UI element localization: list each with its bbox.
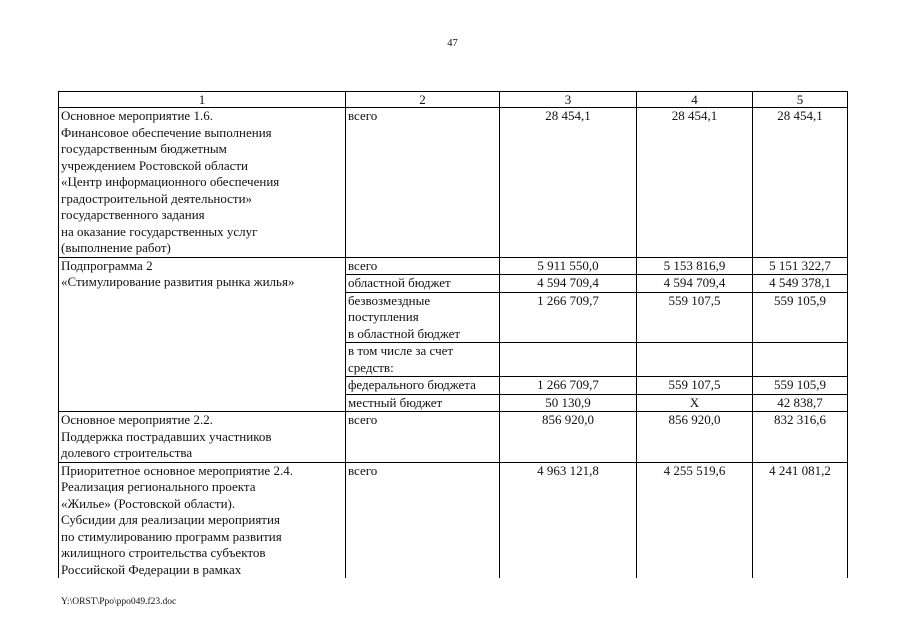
activity-name-line: государственным бюджетным — [61, 141, 227, 156]
activity-name-cell — [59, 257, 346, 412]
funding-source-line: всего — [348, 462, 378, 478]
amount-cell: 28 454,1 — [500, 108, 637, 258]
amount-cell: 4 594 709,4 — [637, 275, 753, 293]
amount-cell: 4 963 121,8 — [500, 462, 637, 578]
amount-cell: 559 107,5 — [637, 377, 753, 395]
activity-name-line: учреждением Ростовской области — [61, 157, 248, 173]
amount-cell: 4 549 378,1 — [753, 275, 848, 293]
header-cell-4: 4 — [637, 92, 753, 108]
activity-name-cell — [59, 108, 346, 258]
table-row — [59, 462, 848, 578]
amount-cell: 42 838,7 — [753, 394, 848, 412]
funding-source-cell — [346, 462, 500, 578]
amount-cell: 28 454,1 — [753, 108, 848, 258]
activity-name-line: жилищного строительства субъектов — [61, 545, 266, 560]
funding-source-cell — [346, 343, 500, 377]
activity-name-line: Основное мероприятие 2.2. — [61, 412, 213, 427]
page-number: 47 — [447, 38, 458, 49]
activity-name-line: Основное мероприятие 1.6. — [61, 108, 213, 123]
amount-cell: 5 911 550,0 — [500, 257, 637, 275]
activity-name-line: Российской Федерации в рамках — [61, 561, 242, 577]
funding-source-line: федерального бюджета — [348, 377, 476, 392]
activity-name-line: «Жилье» (Ростовской области). — [61, 495, 236, 511]
activity-name-line: Подпрограмма 2 — [61, 257, 153, 273]
header-cell-2: 2 — [346, 92, 500, 108]
amount-cell: Х — [637, 394, 753, 412]
funding-source-line: в том числе за счет — [348, 343, 454, 358]
amount-cell: 4 255 519,6 — [637, 462, 753, 578]
amount-cell: 50 130,9 — [500, 394, 637, 412]
file-path: Y:\ORST\Ppo\ppo049.f23.doc — [61, 597, 177, 607]
activity-name-line: государственного задания — [61, 207, 205, 222]
amount-cell: 1 266 709,7 — [500, 377, 637, 395]
amount-cell: 856 920,0 — [637, 412, 753, 463]
funding-source-line: всего — [348, 257, 378, 273]
funding-source-cell — [346, 412, 500, 463]
activity-name-cell — [59, 462, 346, 578]
header-cell-3: 3 — [500, 92, 637, 108]
funding-source-line: средств: — [348, 359, 394, 375]
funding-source-cell — [346, 394, 500, 412]
amount-cell: 5 151 322,7 — [753, 257, 848, 275]
amount-cell: 559 105,9 — [753, 377, 848, 395]
table-body — [59, 92, 848, 579]
funding-source-cell — [346, 108, 500, 258]
activity-name-line: Субсидии для реализации мероприятия — [61, 512, 280, 527]
funding-source-line: местный бюджет — [348, 394, 443, 410]
funding-source-line: всего — [348, 108, 378, 123]
table-row — [59, 108, 848, 258]
activity-name-line: «Стимулирование развития рынка жилья» — [61, 274, 295, 289]
header-row — [59, 92, 848, 108]
table-row — [59, 412, 848, 463]
activity-name-line: градостроительной деятельности» — [61, 190, 253, 206]
funding-source-line: в областной бюджет — [348, 325, 461, 341]
activity-name-line: Приоритетное основное мероприятие 2.4. — [61, 462, 293, 478]
amount-cell — [753, 343, 848, 377]
activity-name-line: по стимулированию программ развития — [61, 528, 282, 544]
amount-cell: 559 107,5 — [637, 292, 753, 343]
funding-source-cell — [346, 377, 500, 395]
funding-source-cell — [346, 257, 500, 275]
amount-cell: 5 153 816,9 — [637, 257, 753, 275]
funding-source-line: безвозмездные — [348, 292, 431, 308]
funding-source-line: поступления — [348, 309, 419, 324]
activity-name-line: Финансовое обеспечение выполнения — [61, 124, 272, 140]
activity-name-line: на оказание государственных услуг — [61, 223, 258, 239]
activity-name-line: Реализация регионального проекта — [61, 479, 256, 494]
amount-cell: 832 316,6 — [753, 412, 848, 463]
funding-source-line: всего — [348, 412, 378, 427]
amount-cell — [637, 343, 753, 377]
budget-table — [58, 91, 848, 578]
amount-cell: 1 266 709,7 — [500, 292, 637, 343]
amount-cell: 4 241 081,2 — [753, 462, 848, 578]
header-cell-1: 1 — [59, 92, 346, 108]
funding-source-line: областной бюджет — [348, 275, 451, 290]
funding-source-cell — [346, 275, 500, 293]
amount-cell: 856 920,0 — [500, 412, 637, 463]
activity-name-line: Поддержка пострадавших участников — [61, 428, 272, 444]
header-cell-5: 5 — [753, 92, 848, 108]
amount-cell: 559 105,9 — [753, 292, 848, 343]
amount-cell: 4 594 709,4 — [500, 275, 637, 293]
amount-cell — [500, 343, 637, 377]
activity-name-line: «Центр информационного обеспечения — [61, 174, 280, 189]
activity-name-cell — [59, 412, 346, 463]
amount-cell: 28 454,1 — [637, 108, 753, 258]
funding-source-cell — [346, 292, 500, 343]
activity-name-line: (выполнение работ) — [61, 240, 171, 255]
table-row — [59, 257, 848, 275]
activity-name-line: долевого строительства — [61, 445, 193, 460]
